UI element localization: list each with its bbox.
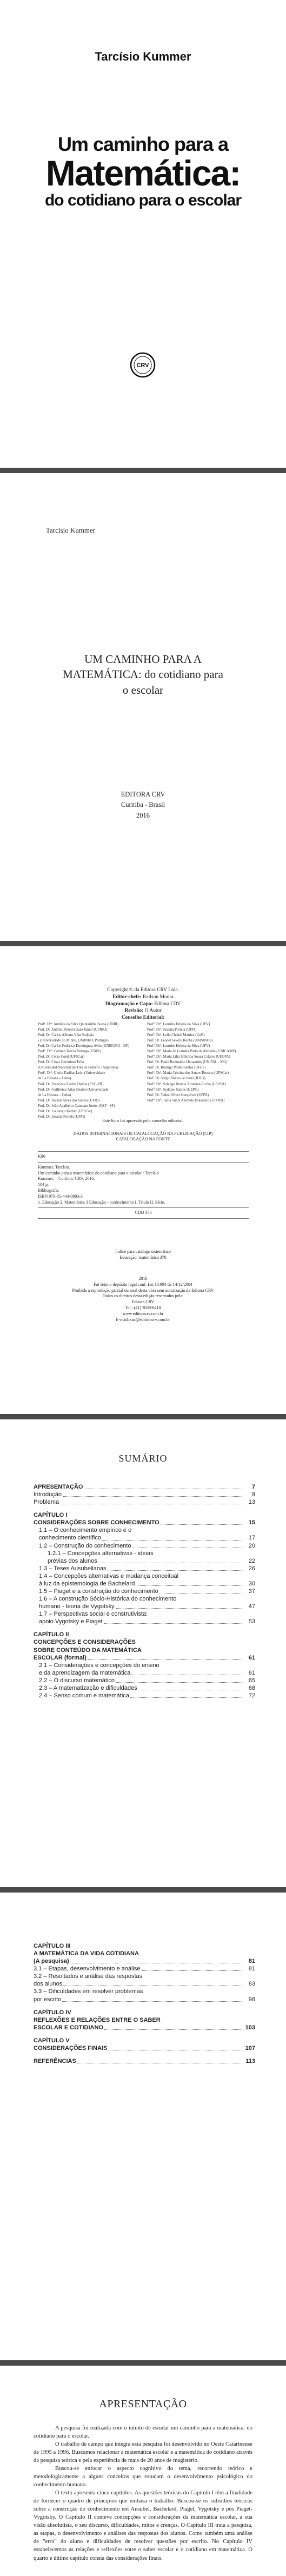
- toc-entry[interactable]: [34, 1483, 255, 1491]
- editorial-board: [38, 1022, 249, 1120]
- toc-page-number: 113: [245, 2058, 255, 2065]
- copyright-line: Copyright © da Editora CRV Ltda.: [107, 987, 179, 993]
- toc-entry-text: 1.2.1 – Concepções alternativas - ideias: [48, 1550, 154, 1557]
- editorial-board-right-column: [147, 1022, 249, 1120]
- toc-page-number: 17: [248, 1535, 255, 1542]
- toc-entry[interactable]: [34, 1519, 255, 1526]
- toc-page-number: 47: [248, 1603, 255, 1610]
- legal-block: [0, 1276, 286, 1323]
- catalog-index-line: Educação: matemática 370: [119, 1254, 167, 1260]
- toc-entry[interactable]: [34, 1654, 255, 1662]
- publisher-name: Editora CRV: [131, 1299, 155, 1305]
- toc-entry-text: prévias dos alunos: [48, 1557, 97, 1564]
- summary-page-1: [0, 1419, 286, 1887]
- board-member: Prof. Dr. Carlos Federico Dominguez Avila (UNIEURO - DF): [38, 1044, 130, 1048]
- toc-page-number: 37: [248, 1588, 255, 1595]
- board-member: Prof. Dr. Antônio Pereira Gaio Júnior (UFRRJ): [38, 1028, 108, 1032]
- toc-entry-text: ESCOLAR (formal): [34, 1654, 87, 1661]
- board-member: Profª. Drª. Leila Chalub Martins (UnB): [147, 1033, 205, 1038]
- toc-entry-text: 1.6 – A construção Sócio-Histórica do conhecimento: [39, 1596, 177, 1603]
- cip-line: 1. Educação 2. Matemática 3 Educação - conhecimento I. Título II. Série.: [38, 1199, 165, 1205]
- toc-entry-text: CAPÍTULO I: [34, 1512, 68, 1519]
- toc-dot-leader: [130, 1697, 243, 1698]
- cip-title: DADOS INTERNACIONAIS DE CATALOGAÇÃO NA PUBLICAÇÃO (CIP): [73, 1131, 213, 1136]
- toc-entry-text: ESCOLAR E COTIDIANO: [34, 2024, 103, 2031]
- toc-page-number: 65: [248, 1677, 255, 1684]
- toc-page-number: 68: [248, 1684, 255, 1691]
- board-member: Profª. Drª. Lourdes Helena da Silva (UFV): [147, 1044, 210, 1048]
- toc-page-number: 61: [248, 1669, 255, 1676]
- editorial-board-left-column: [38, 1022, 139, 1120]
- board-member: Profª. Drª. Maria Cristina dos Santos Bezerra (UFSCar): [147, 1071, 229, 1075]
- board-member: Profª. Drª. Maria Lília Imbiriba Sousa Colares (UFOPA): [147, 1055, 230, 1059]
- toc-entry-text: (A pesquisa): [34, 1958, 69, 1965]
- toc-entry[interactable]: [34, 1942, 255, 1950]
- board-member: Prof. Dr. João Adalberto Campato Junior (FAP - SP): [38, 1104, 115, 1108]
- toc-entry[interactable]: [34, 1669, 255, 1677]
- toc-entry[interactable]: [34, 1491, 255, 1498]
- board-member: Prof. Dr. Carlos Alberto Vilar Estêvão: [38, 1033, 94, 1038]
- toc-page-number: 83: [248, 1981, 255, 1988]
- toc-page-number: 15: [248, 1519, 255, 1526]
- toc-entry[interactable]: [34, 2024, 255, 2031]
- half-title-author: Tarcísio Kummer: [46, 526, 96, 534]
- board-member: Prof. Dr. Rodrigo Pratte-Santos (UFES): [147, 1066, 206, 1070]
- board-member: Prof. Dr. Celso Conti (UFSCar): [38, 1055, 85, 1059]
- publisher-website: www.editoracrv.com.br: [122, 1311, 164, 1316]
- toc-entry[interactable]: [34, 1498, 255, 1506]
- presentation-paragraph: O trabalho de campo que integra esta pesquisa foi desenvolvido no Oeste Catarinense de 1995 a 1996. Buscamos relacionar a matemática escolar e a matemática do cotidiano através da pesquisa teórica e pela experiência de mais de 20 anos de magistério.: [34, 2441, 252, 2464]
- cover-page: [0, 0, 286, 468]
- toc-entry-text: apoio Vygotsky e Piaget: [39, 1618, 103, 1625]
- cip-header: [0, 1131, 286, 1143]
- toc-page-number: 81: [248, 1966, 255, 1973]
- half-title-year: 2016: [136, 811, 150, 819]
- cdd-code: CDD 370: [135, 1210, 152, 1216]
- cip-lines: [38, 1165, 249, 1206]
- toc-entry[interactable]: [34, 1588, 255, 1595]
- board-member: Profª. Drª. Solange Helena Ximenes-Rocha (UFOPA): [147, 1082, 226, 1086]
- toc-entry-text: 2.4 – Senso comum e matemática: [39, 1692, 129, 1699]
- board-member: Profª. Drª. Josania Portela (UFPI): [147, 1028, 197, 1032]
- toc-gap: [34, 2052, 255, 2057]
- toc-page-number: 107: [245, 2044, 255, 2051]
- toc-entry-text: SOBRE CONTEÚDO DA MATEMÁTICA: [34, 1646, 142, 1654]
- board-member: (Universidad Nacional de Três de Febrero - Argentina): [38, 1066, 118, 1070]
- toc-entry[interactable]: [34, 1580, 255, 1588]
- board-member: Prof. Dr. Sérgio Nunes de Jesus (IFRO): [147, 1077, 205, 1081]
- board-member: Prof. Dr. Josania Portela (UFPI): [38, 1114, 85, 1119]
- cover-title-line3: do cotidiano para o escolar: [44, 191, 242, 210]
- toc-entry[interactable]: [34, 1542, 255, 1550]
- toc-dot-leader: [102, 1540, 243, 1541]
- board-member: Profª. Drª. Sydione Santos (UEPG): [147, 1087, 199, 1092]
- half-title-publisher: EDITORA CRV: [121, 791, 165, 798]
- legal-prohibition: Proibida a reprodução parcial ou total desta obra sem autorização da Editora CRV: [72, 1287, 214, 1293]
- toc-entry-text: CONSIDERAÇÕES FINAIS: [34, 2044, 108, 2051]
- cover-title-line2: Matemática:: [45, 152, 241, 193]
- toc-page-number: 7: [251, 1484, 255, 1490]
- board-member: de La Havana – Cuba): [38, 1093, 71, 1097]
- crv-publisher-logo-icon: [129, 351, 156, 379]
- table-of-contents-part1: [34, 1483, 255, 1699]
- half-title-city: Curitiba - Brasil: [121, 801, 165, 809]
- toc-page-number: 81: [248, 1958, 255, 1965]
- cover-title-line1: Um caminho para a: [57, 133, 229, 155]
- toc-entry[interactable]: [34, 1572, 255, 1580]
- toc-entry[interactable]: [34, 1603, 255, 1610]
- catalog-index-title: Índice para catálogo sistemático: [115, 1249, 171, 1254]
- board-member: Profª. Drª. Gloria Fariñas León (Universidade: [38, 1071, 105, 1075]
- toc-entry[interactable]: [34, 1692, 255, 1699]
- toc-entry-text: REFLEXÕES E RELAÇÕES ENTRE O SABER: [34, 2016, 161, 2023]
- toc-gap: [34, 2031, 255, 2037]
- toc-gap: [34, 1625, 255, 1631]
- toc-page-number: 26: [248, 1565, 255, 1572]
- cip-line: Bibliografia: [38, 1187, 59, 1193]
- board-member: Profª. Drª. Tania Suely Azevedo Brasileiro (UFOPA): [147, 1098, 225, 1103]
- toc-entry[interactable]: [34, 1595, 255, 1603]
- toc-entry[interactable]: [34, 1646, 255, 1654]
- toc-entry[interactable]: [34, 2057, 255, 2065]
- toc-entry[interactable]: [34, 1957, 255, 1965]
- board-member: Profª. Drª. Lourdes Helena da Silva (UFV): [147, 1023, 210, 1026]
- review-line: Revisão: O Autor: [124, 1008, 162, 1014]
- presentation-page: [0, 2366, 286, 2576]
- publisher-phone: Tel.: (41) 3039-6418: [125, 1305, 161, 1310]
- cover-title: [0, 134, 286, 209]
- toc-entry[interactable]: [34, 1557, 255, 1565]
- board-member: Prof. Dr. Jailson Alves dos Santos (UFRJ): [38, 1098, 100, 1103]
- toc-entry[interactable]: [34, 1534, 255, 1542]
- toc-entry[interactable]: [34, 1631, 255, 1638]
- board-member: Prof. Dr. Guillermo Arias Beatón (Universidade: [38, 1087, 109, 1092]
- half-title-page: [0, 473, 286, 941]
- toc-entry-text: REFERÊNCIAS: [34, 2058, 76, 2065]
- toc-entry-text: CAPÍTULO V: [34, 2037, 70, 2044]
- toc-gap: [34, 2003, 255, 2009]
- layout-cover-line: Diagramação e Capa: Editora CRV: [105, 1001, 181, 1007]
- board-member: Profª. Drª. Carmen Tereza Velanga (UNIR): [38, 1050, 101, 1054]
- toc-page-number: 22: [248, 1557, 255, 1564]
- toc-dot-leader: [63, 1496, 243, 1497]
- board-member: Profª. Drª. Andréia da Silva Quintanilha Sousa (UNIR): [38, 1023, 119, 1026]
- toc-entry-text: e da aprendizagem da matemática: [39, 1669, 131, 1676]
- toc-dot-leader: [116, 1608, 243, 1609]
- toc-dot-leader: [142, 1970, 243, 1971]
- editor-chief-line: Editor-chefe: Railson Moura: [112, 994, 174, 1000]
- presentation-paragraph: Buscou-se enfocar o aspecto cognitivo do tema, recorrendo teórico e metodologicamente a alguns conceitos que estudam o desenvolvimento psicológico do conhecimento humano.: [34, 2466, 252, 2488]
- cip-line: Kummer. – Curitiba: CRV, 2016.: [38, 1176, 95, 1181]
- toc-entry-text: 1.1 – O conhecimento empírico e o: [39, 1527, 132, 1534]
- toc-entry[interactable]: [34, 2044, 255, 2052]
- half-title-publisher-block: [0, 789, 286, 821]
- toc-entry[interactable]: [34, 1618, 255, 1625]
- toc-gap: [34, 1506, 255, 1511]
- toc-dot-leader: [161, 1524, 243, 1525]
- toc-dot-leader: [108, 1570, 243, 1571]
- cip-record: [38, 1149, 249, 1221]
- half-title-line1: UM CAMINHO PARA A: [84, 653, 202, 666]
- toc-entry-text: CAPÍTULO II: [34, 1631, 69, 1638]
- toc-entry-text: 3.1 – Etapas, desenvolvimento e análise: [34, 1966, 141, 1973]
- half-title-line3: o escolar: [122, 683, 164, 696]
- cover-logo-text: CRV: [136, 362, 149, 369]
- toc-page-number: 72: [248, 1692, 255, 1699]
- toc-entry-text: CAPÍTULO IV: [34, 2009, 71, 2016]
- toc-page-number: 61: [248, 1654, 255, 1661]
- toc-entry-text: 2.2 – O discurso matemático: [39, 1677, 115, 1684]
- toc-dot-leader: [159, 1593, 243, 1594]
- toc-entry-text: 3.2 – Resultados e análise das respostas: [34, 1973, 143, 1980]
- toc-dot-leader: [104, 1623, 243, 1624]
- toc-entry-text: dos alunos: [34, 1981, 63, 1988]
- toc-page-number: 98: [248, 1996, 255, 2003]
- board-member: - (Universidade do Minho, UMINHO, Portugal): [38, 1039, 109, 1043]
- copyright-page: [0, 946, 286, 1414]
- publisher-email: E-mail: sac@editoracrv.com.br: [116, 1317, 170, 1322]
- toc-page-number: 9: [251, 1491, 255, 1498]
- toc-entry-text: 2.1 – Considerações e concepções do ensino: [39, 1662, 159, 1669]
- toc-entry[interactable]: [34, 1638, 255, 1646]
- board-member: Prof. Dr. Leonel Severo Rocha (UNISINOS): [147, 1039, 213, 1043]
- toc-entry[interactable]: [34, 1980, 255, 1988]
- toc-entry-text: CONSIDERAÇÕES SOBRE CONHECIMENTO: [34, 1519, 159, 1526]
- toc-entry[interactable]: [34, 1565, 255, 1572]
- toc-entry[interactable]: [34, 1996, 255, 2003]
- toc-entry[interactable]: [34, 1526, 255, 1534]
- legal-rights: Todos os direitos desta edição reservados pela:: [102, 1293, 184, 1299]
- toc-entry[interactable]: [34, 2009, 255, 2016]
- copyright-header: [0, 987, 286, 1021]
- table-of-contents-part2: [34, 1942, 255, 2065]
- toc-page-number: 30: [248, 1580, 255, 1587]
- cip-subtitle: CATALOGAÇÃO NA FONTE: [116, 1137, 170, 1142]
- toc-entry-text: APRESENTAÇÃO: [34, 1484, 83, 1490]
- board-member: Prof. Dr. Cesar Gerónimo Tello: [38, 1060, 84, 1065]
- cip-code: K96: [38, 1154, 45, 1159]
- toc-entry-text: humano - teoria de Vygotsky: [39, 1603, 115, 1610]
- toc-dot-leader: [88, 1659, 243, 1660]
- toc-entry[interactable]: [34, 1988, 255, 1995]
- toc-entry-text: 1.2 – Construção do conhecimento: [39, 1542, 131, 1549]
- cover-author: Tarcísio Kummer: [95, 50, 191, 63]
- toc-page-number: 103: [245, 2024, 255, 2031]
- legal-year: 2016: [138, 1276, 148, 1281]
- toc-dot-leader: [136, 1585, 243, 1586]
- cip-line: Um caminho para a matemática: do cotidiano para o escolar / Tarcísio: [38, 1170, 159, 1176]
- toc-entry[interactable]: [34, 1965, 255, 1973]
- toc-page-number: 53: [248, 1618, 255, 1625]
- toc-entry-text: conhecimento científico: [39, 1535, 101, 1542]
- board-member: Prof. Dr. Paulo Romualdo Hernandes (UNIFAL - MG): [147, 1060, 228, 1065]
- toc-entry-text: Problema: [34, 1499, 59, 1506]
- toc-entry[interactable]: [34, 2016, 255, 2024]
- toc-entry-text: 3.3 – Dificuldades em resolver problemas: [34, 1988, 143, 1995]
- toc-dot-leader: [62, 2001, 243, 2002]
- toc-entry-text: 1.5 – Piaget e a construção do conhecimento: [39, 1588, 158, 1595]
- toc-entry-text: 2.3 – A matematização e dificuldades: [39, 1684, 137, 1691]
- board-member: Prof. Dr. Lourenço Kerber (UFSCar): [38, 1109, 92, 1113]
- approval-note: Este livro foi aprovado pelo conselho editorial.: [102, 1118, 184, 1123]
- toc-entry-text: 1.7 – Perspectivas social e construtivista:: [39, 1611, 148, 1618]
- toc-entry-text: A MATEMÁTICA DA VIDA COTIDIANA: [34, 1950, 139, 1957]
- presentation-paragraph: O texto apresenta cinco capítulos. As questões teóricas do Capítulo I têm a finalidade de fornecer o quadro de princípios que embasa o trabalho. Buscou-se os subsídios teóricos sobre a construção do conhecimento em Ausubel, Bachelard, Piaget, Vygotsky e pós Piaget-Vygotsky. O Capítulo II conteve concepções e considerações da matemática escolar, a sua visão absolutista, o seu discurso, dificuldades, mitos e crenças. O Capítulo III trata a pesquisa, as etapas, o desenvolvimento e análises das respostas dos alunos. Como também uma análise de "erro" do aluno e dificuldades de resolver questões por escrito. No Capítulo IV estabelecemos as relações e reflexões entre o saber escolar e o cotidiano em matemática. O quarto e último capítulo consta das considerações finais.: [34, 2490, 252, 2561]
- toc-entry-text: CAPÍTULO III: [34, 1943, 71, 1949]
- cip-line: Kummer, Tarcísio.: [38, 1164, 70, 1170]
- cip-line: 104 p.: [38, 1182, 49, 1187]
- presentation-body: [34, 2424, 252, 2562]
- toc-entry-text: 1.4 – Concepções alternativas e mudança conceitual: [39, 1572, 179, 1579]
- presentation-title: APRESENTAÇÃO: [99, 2398, 187, 2410]
- toc-page-number: 13: [248, 1499, 255, 1506]
- catalog-index: [0, 1249, 286, 1261]
- toc-entry[interactable]: [34, 1950, 255, 1957]
- toc-entry-text: por escrito: [34, 1996, 62, 2003]
- board-member: Prof. Dr. Francisco Carlos Duarte (PUC-PR): [38, 1082, 104, 1086]
- toc-dot-leader: [116, 1682, 243, 1683]
- half-title-title: [0, 652, 286, 698]
- presentation-paragraph: A pesquisa foi realizada com o intuito de estudar um caminho para a matemática: do cotidiano para o escolar.: [34, 2425, 252, 2440]
- toc-entry[interactable]: [34, 1677, 255, 1684]
- board-member: de La Havana – Cuba): [38, 1077, 71, 1081]
- toc-entry[interactable]: [34, 1973, 255, 1980]
- toc-entry-text: à luz da epistemologia de Bachelard: [39, 1580, 135, 1587]
- toc-entry[interactable]: [34, 1662, 255, 1669]
- toc-entry[interactable]: [34, 2037, 255, 2044]
- legal-deposit: Foi feito o depósito legal conf. Lei 10.994 de 14/12/2004: [94, 1282, 192, 1287]
- toc-entry[interactable]: [34, 1610, 255, 1618]
- toc-entry-text: CONCEPÇÕES E CONSIDERAÇÕES: [34, 1639, 136, 1646]
- half-title-line2: MATEMÁTICA: do cotidiano para: [63, 668, 223, 681]
- toc-entry-text: 1.3 – Teses Ausubelianas: [39, 1565, 107, 1572]
- toc-entry-text: Introdução: [34, 1491, 62, 1498]
- board-member: Prof. Dr. Tadeu Oliver Gonçalves (UFPA): [147, 1093, 209, 1097]
- toc-dot-leader: [104, 2029, 243, 2030]
- editorial-board-heading: Conselho Editorial:: [121, 1015, 165, 1021]
- toc-entry[interactable]: [34, 1550, 255, 1557]
- toc-entry[interactable]: [34, 1511, 255, 1519]
- board-member: Profª. Drª. Maria de Lourdes Pinto de Almeida (UNICAMP): [147, 1050, 236, 1054]
- summary-page-2: [0, 1893, 286, 2360]
- toc-entry[interactable]: [34, 1684, 255, 1692]
- summary-title: SUMÁRIO: [118, 1453, 168, 1464]
- cip-line: ISBN 978-85-444-0983-3: [38, 1193, 83, 1199]
- toc-page-number: 20: [248, 1542, 255, 1549]
